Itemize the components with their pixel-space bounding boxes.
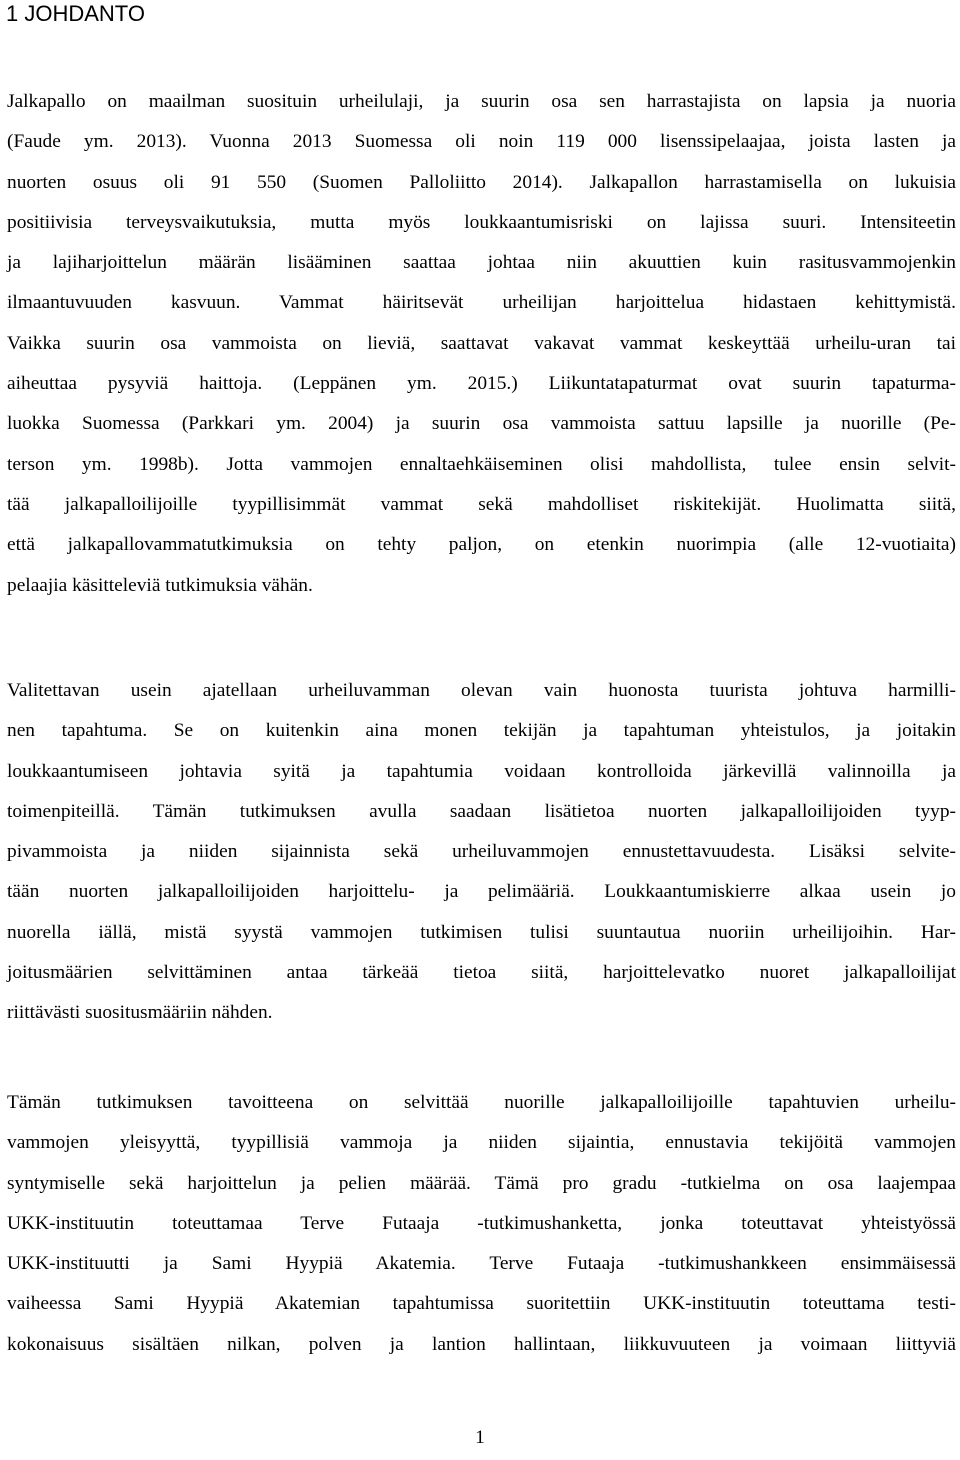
text-line: Valitettavan usein ajatellaan urheiluvamman olevan vain huonosta tuurista johtuva harmilli- xyxy=(7,680,956,701)
paragraph-intro xyxy=(7,82,956,606)
text-line: että jalkapallovammatutkimuksia on tehty paljon, on etenkin nuorimpia (alle 12-vuotiaita) xyxy=(7,534,956,556)
text-line: nuorella iällä, mistä syystä vammojen tutkimisen tulisi suuntautua nuoriin urheilijoihin. Har- xyxy=(7,921,956,943)
text-line: kokonaisuus sisältäen nilkan, polven ja lantion hallintaan, liikkuvuuteen ja voimaan liittyviä xyxy=(7,1333,956,1355)
text-line: tää jalkapalloilijoille tyypillisimmät vammat sekä mahdolliset riskitekijät. Huolimatta siitä, xyxy=(7,493,956,515)
text-line: joitusmäärien selvittäminen antaa tärkeää tietoa siitä, harjoittelevatko nuoret jalkapalloilijat xyxy=(7,962,956,984)
text-line: pivammoista ja niiden sijainnista sekä urheiluvammojen ennustettavuudesta. Lisäksi selvite- xyxy=(7,841,956,863)
text-line: ja lajiharjoittelun määrän lisääminen saattaa johtaa niin akuuttien kuin rasitusvammojenkin xyxy=(7,252,956,274)
text-line: nen tapahtuma. Se on kuitenkin aina monen tekijän ja tapahtuman yhteistulos, ja joitakin xyxy=(7,720,956,742)
text-line: aiheuttaa pysyviä haittoja. (Leppänen ym. 2015.) Liikuntatapaturmat ovat suurin tapaturma- xyxy=(7,373,956,395)
text-line: positiivisia terveysvaikutuksia, mutta myös loukkaantumisriski on lajissa suuri. Intensiteetin xyxy=(7,211,956,233)
text-line: nuorten osuus oli 91 550 (Suomen Palloliitto 2014). Jalkapallon harrastamisella on lukuisia xyxy=(7,171,956,193)
text-line: Jalkapallo on maailman suosituin urheilulaji, ja suurin osa sen harrastajista on lapsia ja nuoria xyxy=(7,91,956,112)
text-line: riittävästi suositusmääriin nähden. xyxy=(7,1002,273,1024)
text-line: Tämän tutkimuksen tavoitteena on selvittää nuorille jalkapalloilijoille tapahtuvien urheilu- xyxy=(7,1092,956,1113)
text-line: UKK-instituutti ja Sami Hyypiä Akatemia. Terve Futaaja -tutkimushankkeen ensimmäisessä xyxy=(7,1253,956,1275)
text-line: toimenpiteillä. Tämän tutkimuksen avulla saadaan lisätietoa nuorten jalkapalloilijoiden tyyp- xyxy=(7,800,956,822)
text-line: Vaikka suurin osa vammoista on lieviä, saattavat vakavat vammat keskeyttää urheilu-uran tai xyxy=(7,332,956,354)
text-line: vammojen yleisyyttä, tyypillisiä vammoja ja niiden sijaintia, ennustavia tekijöitä vammojen xyxy=(7,1132,956,1154)
paragraph-motivation xyxy=(7,671,956,1034)
text-line: loukkaantumiseen johtavia syitä ja tapahtumia voidaan kontrolloida järkevillä valinnoilla ja xyxy=(7,760,956,782)
text-line: pelaajia käsitteleviä tutkimuksia vähän. xyxy=(7,574,313,596)
section-heading: 1 JOHDANTO xyxy=(6,1,145,26)
paragraph-aims xyxy=(7,1083,956,1365)
text-line: tään nuorten jalkapalloilijoiden harjoittelu- ja pelimääriä. Loukkaantumiskierre alkaa usein jo xyxy=(7,881,956,903)
text-line: vaiheessa Sami Hyypiä Akatemian tapahtumissa suoritettiin UKK-instituutin toteuttama testi- xyxy=(7,1293,956,1315)
text-line: ilmaantuvuuden kasvuun. Vammat häiritsevät urheilijan harjoittelua hidastaen kehittymistä. xyxy=(7,292,956,314)
text-line: terson ym. 1998b). Jotta vammojen ennaltaehkäiseminen olisi mahdollista, tulee ensin selvit- xyxy=(7,453,956,475)
text-line: luokka Suomessa (Parkkari ym. 2004) ja suurin osa vammoista sattuu lapsille ja nuorille (Pe- xyxy=(7,413,956,435)
text-line: UKK-instituutin toteuttamaa Terve Futaaja -tutkimushanketta, jonka toteuttavat yhteistyössä xyxy=(7,1212,956,1234)
text-line: syntymiselle sekä harjoittelun ja pelien määrää. Tämä pro gradu -tutkielma on osa laajempaa xyxy=(7,1172,956,1194)
text-line: (Faude ym. 2013). Vuonna 2013 Suomessa oli noin 119 000 lisenssipelaajaa, joista lasten ja xyxy=(7,131,956,153)
page-number: 1 xyxy=(475,1427,485,1448)
